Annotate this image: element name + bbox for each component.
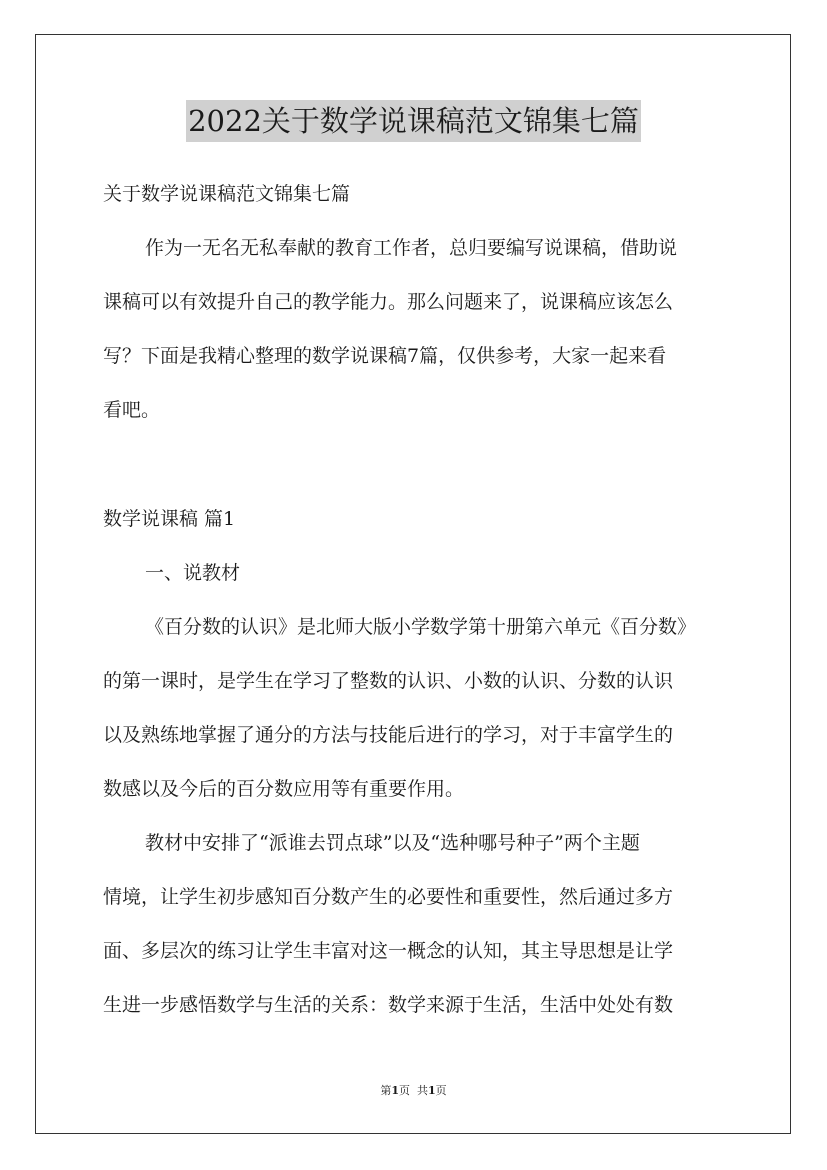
section-heading: 数学说课稿 篇1 [103, 508, 236, 530]
subtitle-line: 关于数学说课稿范文锦集七篇 [103, 183, 351, 205]
paragraph-line: 生进一步感悟数学与生活的关系：数学来源于生活，生活中处处有数 [103, 994, 674, 1016]
document-title: 2022关于数学说课稿范文锦集七篇 [186, 100, 641, 142]
footer-page-number: 1 [391, 1084, 399, 1097]
footer-total-number: 1 [428, 1084, 436, 1097]
paragraph-line: 以及熟练地掌握了通分的方法与技能后进行的学习，对于丰富学生的 [103, 724, 674, 746]
subsection-heading: 一、说教材 [145, 562, 241, 584]
paragraph-line: 课稿可以有效提升自己的教学能力。那么问题来了，说课稿应该怎么 [103, 291, 674, 313]
title-container [0, 100, 827, 142]
paragraph-line: 情境，让学生初步感知百分数产生的必要性和重要性，然后通过多方 [103, 886, 674, 908]
paragraph-line: 写？下面是我精心整理的数学说课稿7篇，仅供参考，大家一起来看 [103, 345, 667, 367]
paragraph-line: 教材中安排了“派谁去罚点球”以及“选种哪号种子”两个主题 [145, 832, 640, 854]
footer-total-suffix: 页 [435, 1084, 447, 1097]
footer-total-prefix: 共 [417, 1084, 428, 1097]
paragraph-line: 看吧。 [103, 399, 161, 421]
footer-page-suffix: 页 [399, 1084, 410, 1097]
paragraph-line: 数感以及今后的百分数应用等有重要作用。 [103, 778, 465, 800]
paragraph-line: 的第一课时，是学生在学习了整数的认识、小数的认识、分数的认识 [103, 670, 674, 692]
paragraph-line: 面、多层次的练习让学生丰富对这一概念的认知，其主导思想是让学 [103, 940, 674, 962]
footer-page-prefix: 第 [380, 1084, 392, 1097]
page-footer [0, 1083, 827, 1099]
paragraph-line: 《百分数的认识》是北师大版小学数学第十册第六单元《百分数》 [145, 616, 697, 638]
paragraph-line: 作为一无名无私奉献的教育工作者，总归要编写说课稿，借助说 [145, 237, 678, 259]
